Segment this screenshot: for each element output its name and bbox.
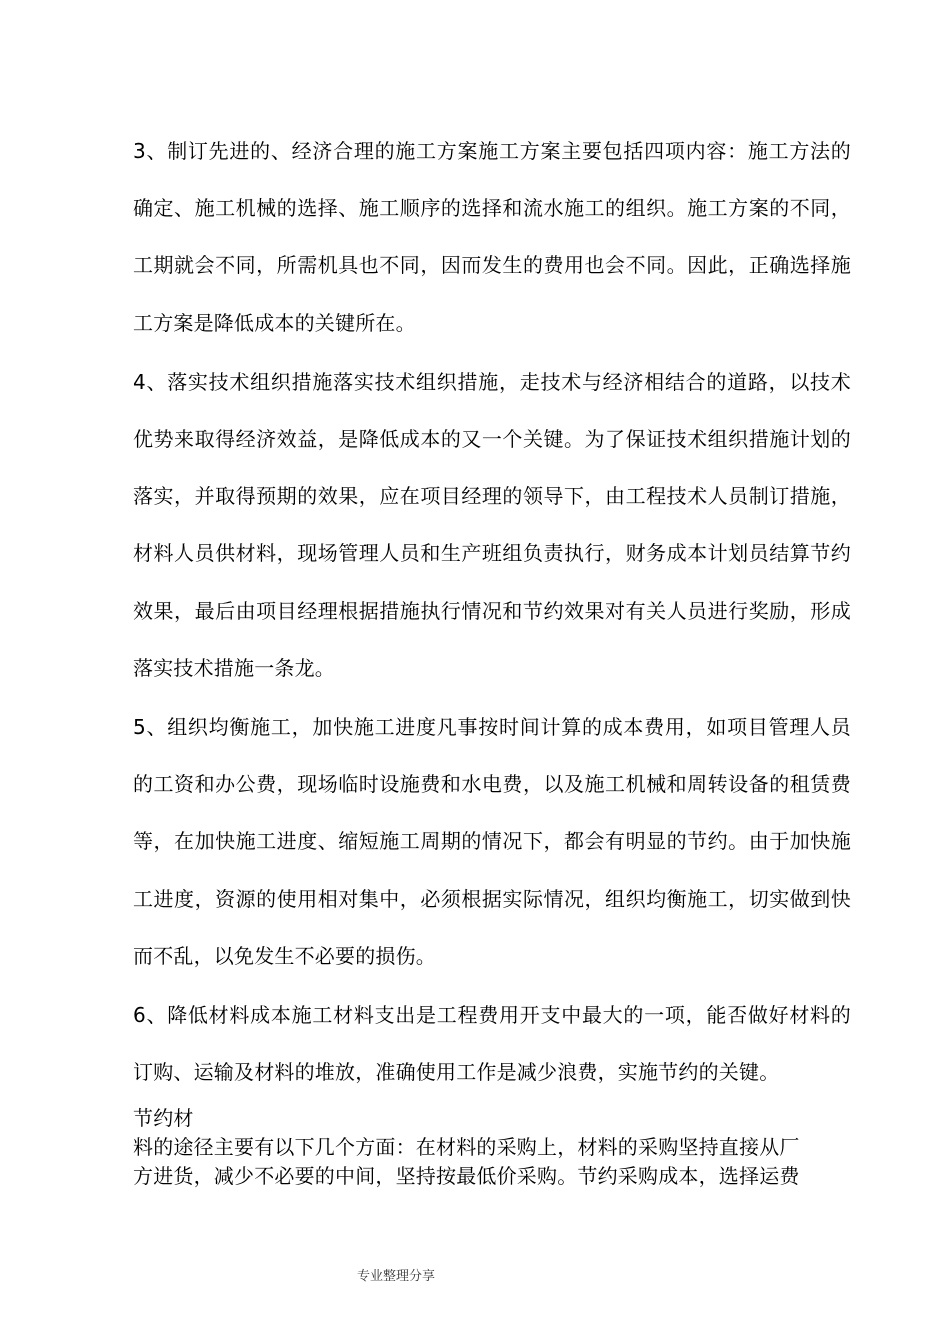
paragraph-6-material-cost: 6、降低材料成本施工材料支出是工程费用开支中最大的一项，能否做好材料的订购、运输及材料的堆放，准确使用工作是减少浪费，实施节约的关键。: [133, 1003, 851, 1085]
material-saving-line-1: 料的途径主要有以下几个方面：在材料的采购上，材料的采购坚持直接从厂: [133, 1135, 800, 1159]
paragraph-4-technical-measures: 4、落实技术组织措施落实技术组织措施，走技术与经济相结合的道路，以技术优势来取得经济效益，是降低成本的又一个关键。为了保证技术组织措施计划的落实，并取得预期的效果，应在项目经理的领导下，由工程技术人员制订措施，材料人员供材料，现场管理人员和生产班组负责执行，财务成本计划员结算节约效果，最后由项目经理根据措施执行情况和节约效果对有关人员进行奖励，形成落实技术措施一条龙。: [133, 369, 851, 680]
material-saving-line-2: 方进货，减少不必要的中间，坚持按最低价采购。节约采购成本，选择运费: [133, 1164, 800, 1188]
page-footer: 专业整理分享: [357, 1269, 436, 1284]
document-body: [133, 123, 851, 1103]
paragraph-3-construction-plan: 3、制订先进的、经济合理的施工方案施工方案主要包括四项内容：施工方法的确定、施工机械的选择、施工顺序的选择和流水施工的组织。施工方案的不同，工期就会不同，所需机具也不同，因而发生的费用也会不同。因此，正确选择施工方案是降低成本的关键所在。: [133, 139, 851, 335]
material-saving-block: [133, 1104, 851, 1191]
material-saving-heading: 节约材: [133, 1106, 194, 1130]
paragraph-5-balanced-construction: 5、组织均衡施工，加快施工进度凡事按时间计算的成本费用，如项目管理人员的工资和办公费，现场临时设施费和水电费，以及施工机械和周转设备的租赁费等，在加快施工进度、缩短施工周期的情况下，都会有明显的节约。由于加快施工进度，资源的使用相对集中，必须根据实际情况，组织均衡施工，切实做到快而不乱，以免发生不必要的损伤。: [133, 715, 851, 968]
